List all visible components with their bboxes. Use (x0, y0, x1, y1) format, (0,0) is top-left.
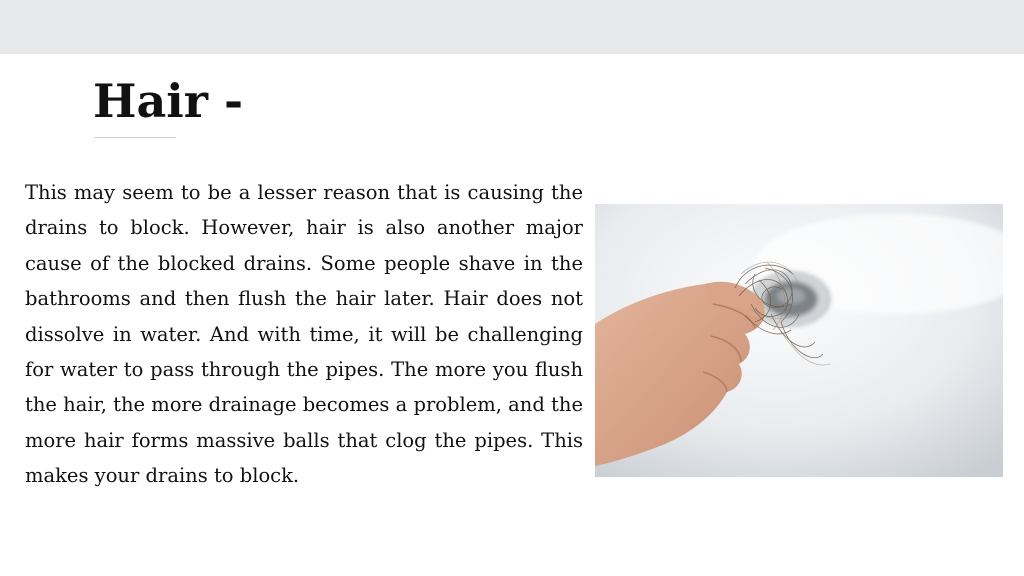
title-underline (94, 137, 176, 138)
slide-title: Hair - (93, 74, 244, 128)
top-band (0, 0, 1024, 54)
body-paragraph: This may seem to be a lesser reason that is causing the drains to block. However, hair is also another major cause of the blocked drains. Some people shave in the bathrooms and then flush the hair later. Hair does not dissolve in water. And with time, it will be challenging for water to pass through the pipes. The more you flush the hair, the more drainage becomes a problem, and the more hair forms massive balls that clog the pipes. This makes your drains to block. (25, 181, 583, 488)
drain-hair-photo (595, 204, 1003, 477)
